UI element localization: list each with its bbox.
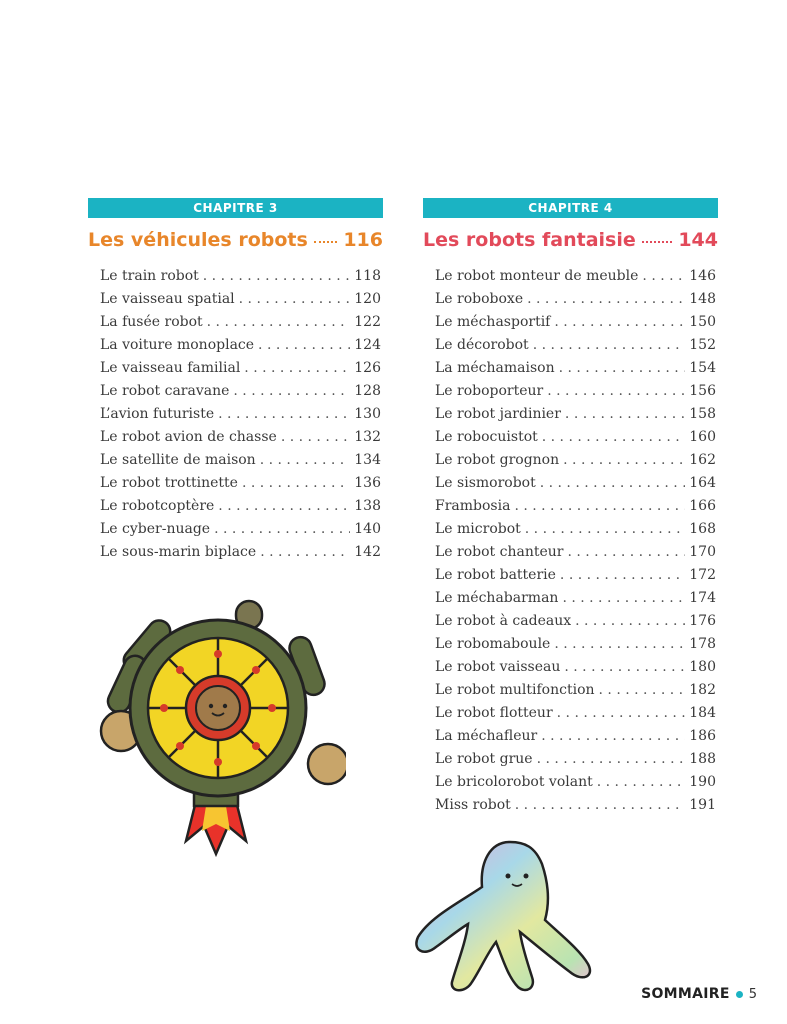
toc-entry[interactable] xyxy=(435,771,716,794)
toc-entry-title: Le vaisseau familial xyxy=(100,360,241,376)
toc-entry[interactable] xyxy=(100,334,381,357)
toc-entry-title: Le robot avion de chasse xyxy=(100,429,277,445)
toc-leader xyxy=(540,472,686,495)
toc-entry-page: 136 xyxy=(354,475,381,491)
toc-leader xyxy=(242,472,350,495)
toc-leader xyxy=(218,495,350,518)
toc-entry-page: 122 xyxy=(354,314,381,330)
toc-leader xyxy=(557,702,686,725)
toc-entry-page: 150 xyxy=(689,314,716,330)
toc-entry-page: 191 xyxy=(689,797,716,813)
toc-entry-page: 154 xyxy=(689,360,716,376)
chapter-3-leader xyxy=(314,241,338,243)
toc-entry-title: La méchamaison xyxy=(435,360,555,376)
toc-entry-title: Le roboporteur xyxy=(435,383,544,399)
toc-entry[interactable] xyxy=(435,265,716,288)
footer-label: SOMMAIRE xyxy=(641,986,730,1002)
toc-leader xyxy=(281,426,350,449)
toc-leader xyxy=(554,633,685,656)
toc-entry-page: 118 xyxy=(354,268,381,284)
toc-leader xyxy=(554,311,685,334)
toc-entry-title: Le robot jardinier xyxy=(435,406,561,422)
toc-leader xyxy=(207,311,351,334)
toc-entry-title: L’avion futuriste xyxy=(100,406,215,422)
toc-entry-title: Le bricolorobot volant xyxy=(435,774,593,790)
chapter-4-leader xyxy=(642,241,673,243)
toc-entry-title: La méchafleur xyxy=(435,728,538,744)
page-number: 5 xyxy=(748,986,757,1002)
toc-entry-title: Le microbot xyxy=(435,521,521,537)
toc-entry-page: 142 xyxy=(354,544,381,560)
chapter-4-column xyxy=(423,198,718,817)
toc-entry-title: Le train robot xyxy=(100,268,199,284)
toc-entry[interactable] xyxy=(435,426,716,449)
toc-entry-title: La fusée robot xyxy=(100,314,203,330)
chapter-4-page: 144 xyxy=(678,229,718,251)
toc-entry[interactable] xyxy=(435,794,716,817)
toc-leader xyxy=(218,403,350,426)
toc-leader xyxy=(527,288,685,311)
chapter-4-title-row[interactable] xyxy=(423,229,718,251)
toc-entry[interactable] xyxy=(435,679,716,702)
toc-entry[interactable] xyxy=(435,311,716,334)
chapter-3-title-row[interactable] xyxy=(88,229,383,251)
toc-entry-page: 178 xyxy=(689,636,716,652)
toc-entry-title: Miss robot xyxy=(435,797,511,813)
toc-entry[interactable] xyxy=(435,748,716,771)
toc-entry-title: Le roboboxe xyxy=(435,291,524,307)
toc-entry[interactable] xyxy=(435,633,716,656)
toc-entry-page: 128 xyxy=(354,383,381,399)
toc-entry-page: 140 xyxy=(354,521,381,537)
toc-entry-title: Frambosia xyxy=(435,498,511,514)
toc-leader xyxy=(642,265,685,288)
toc-entry[interactable] xyxy=(100,311,381,334)
toc-entry-page: 170 xyxy=(689,544,716,560)
spaceship-robot-illustration xyxy=(96,596,346,861)
toc-entry-page: 162 xyxy=(689,452,716,468)
toc-entry-title: Le cyber-nuage xyxy=(100,521,211,537)
toc-entry-title: Le robotcoptère xyxy=(100,498,215,514)
toc-entry-title: Le robot monteur de meuble xyxy=(435,268,639,284)
toc-entry[interactable] xyxy=(435,357,716,380)
toc-entry[interactable] xyxy=(435,702,716,725)
toc-entry-page: 126 xyxy=(354,360,381,376)
toc-entry[interactable] xyxy=(435,725,716,748)
toc-entry-page: 130 xyxy=(354,406,381,422)
toc-entry-page: 184 xyxy=(689,705,716,721)
toc-leader xyxy=(542,426,686,449)
toc-entry-page: 146 xyxy=(689,268,716,284)
toc-entry-title: Le robocuistot xyxy=(435,429,538,445)
toc-entry-title: Le robot chanteur xyxy=(435,544,564,560)
toc-entry-page: 134 xyxy=(354,452,381,468)
toc-entry[interactable] xyxy=(100,265,381,288)
chapter-3-band: CHAPITRE 3 xyxy=(88,198,383,218)
toc-entry[interactable] xyxy=(435,472,716,495)
toc-entry[interactable] xyxy=(435,449,716,472)
toc-entry-title: Le robot multifonction xyxy=(435,682,595,698)
toc-entry[interactable] xyxy=(435,541,716,564)
toc-entry-page: 182 xyxy=(689,682,716,698)
toc-entry[interactable] xyxy=(100,518,381,541)
toc-entry-page: 132 xyxy=(354,429,381,445)
toc-entry-page: 138 xyxy=(354,498,381,514)
toc-entry-title: Le méchasportif xyxy=(435,314,551,330)
toc-entry[interactable] xyxy=(100,288,381,311)
chapter-4-title: Les robots fantaisie xyxy=(423,229,636,251)
toc-entry-page: 148 xyxy=(689,291,716,307)
toc-entry-title: Le robot flotteur xyxy=(435,705,553,721)
toc-entry-page: 152 xyxy=(689,337,716,353)
toc-entry-page: 180 xyxy=(689,659,716,675)
toc-entry-page: 160 xyxy=(689,429,716,445)
toc-entry[interactable] xyxy=(100,472,381,495)
toc-entry-page: 176 xyxy=(689,613,716,629)
toc-leader xyxy=(533,334,686,357)
toc-entry-title: Le robot trottinette xyxy=(100,475,238,491)
toc-entry-title: Le vaisseau spatial xyxy=(100,291,235,307)
footer-dot-icon xyxy=(736,991,743,998)
toc-entry-title: Le sous-marin biplace xyxy=(100,544,257,560)
toc-leader xyxy=(565,403,685,426)
toc-entry[interactable] xyxy=(100,357,381,380)
toc-leader xyxy=(597,771,686,794)
toc-leader xyxy=(575,610,685,633)
toc-entry[interactable] xyxy=(435,403,716,426)
toc-entry-title: Le robot batterie xyxy=(435,567,556,583)
toc-entry-title: Le robot à cadeaux xyxy=(435,613,572,629)
toc-entry-title: Le robot grue xyxy=(435,751,533,767)
toc-entry[interactable] xyxy=(435,656,716,679)
toc-entry[interactable] xyxy=(100,449,381,472)
chapter-4-list xyxy=(423,265,718,817)
toc-leader xyxy=(567,541,685,564)
toc-leader xyxy=(514,495,685,518)
toc-leader xyxy=(260,541,350,564)
toc-entry-title: Le méchabarman xyxy=(435,590,559,606)
toc-entry[interactable] xyxy=(435,495,716,518)
toc-entry-page: 174 xyxy=(689,590,716,606)
toc-leader xyxy=(214,518,350,541)
toc-entry[interactable] xyxy=(435,380,716,403)
toc-entry[interactable] xyxy=(435,610,716,633)
toc-leader xyxy=(562,587,685,610)
toc-entry-page: 158 xyxy=(689,406,716,422)
toc-entry-title: Le décorobot xyxy=(435,337,529,353)
toc-entry[interactable] xyxy=(435,334,716,357)
toc-leader xyxy=(541,725,685,748)
toc-leader xyxy=(559,357,686,380)
toc-entry[interactable] xyxy=(100,495,381,518)
toc-entry[interactable] xyxy=(100,541,381,564)
toc-leader xyxy=(547,380,685,403)
rainbow-blob-robot-illustration xyxy=(410,832,620,997)
toc-entry-title: Le satellite de maison xyxy=(100,452,256,468)
page-footer xyxy=(641,986,757,1002)
chapter-3-list xyxy=(88,265,383,564)
toc-leader xyxy=(560,564,685,587)
toc-entry-page: 166 xyxy=(689,498,716,514)
toc-entry[interactable] xyxy=(100,380,381,403)
toc-leader xyxy=(599,679,686,702)
toc-leader xyxy=(260,449,351,472)
toc-entry-page: 124 xyxy=(354,337,381,353)
toc-entry[interactable] xyxy=(435,564,716,587)
toc-entry-page: 172 xyxy=(689,567,716,583)
toc-entry-title: Le robot grognon xyxy=(435,452,560,468)
toc-entry-title: Le sismorobot xyxy=(435,475,536,491)
toc-leader xyxy=(525,518,686,541)
toc-entry-page: 190 xyxy=(689,774,716,790)
toc-leader xyxy=(244,357,350,380)
toc-leader xyxy=(239,288,351,311)
toc-entry-page: 168 xyxy=(689,521,716,537)
toc-entry[interactable] xyxy=(100,403,381,426)
toc-leader xyxy=(515,794,685,817)
chapter-4-band: CHAPITRE 4 xyxy=(423,198,718,218)
toc-leader xyxy=(564,656,685,679)
toc-entry-title: Le robot vaisseau xyxy=(435,659,561,675)
toc-leader xyxy=(233,380,350,403)
toc-leader xyxy=(563,449,685,472)
toc-entry-page: 188 xyxy=(689,751,716,767)
chapter-3-title: Les véhicules robots xyxy=(88,229,308,251)
toc-entry-page: 156 xyxy=(689,383,716,399)
toc-entry-page: 186 xyxy=(689,728,716,744)
toc-leader xyxy=(258,334,350,357)
toc-entry-page: 120 xyxy=(354,291,381,307)
toc-entry[interactable] xyxy=(100,426,381,449)
toc-entry[interactable] xyxy=(435,587,716,610)
toc-entry-title: Le robomaboule xyxy=(435,636,551,652)
toc-entry[interactable] xyxy=(435,288,716,311)
chapter-3-page: 116 xyxy=(343,229,383,251)
toc-entry-title: Le robot caravane xyxy=(100,383,230,399)
chapter-3-column xyxy=(88,198,383,564)
toc-entry-title: La voiture monoplace xyxy=(100,337,255,353)
toc-entry[interactable] xyxy=(435,518,716,541)
toc-leader xyxy=(203,265,350,288)
toc-leader xyxy=(537,748,686,771)
toc-entry-page: 164 xyxy=(689,475,716,491)
